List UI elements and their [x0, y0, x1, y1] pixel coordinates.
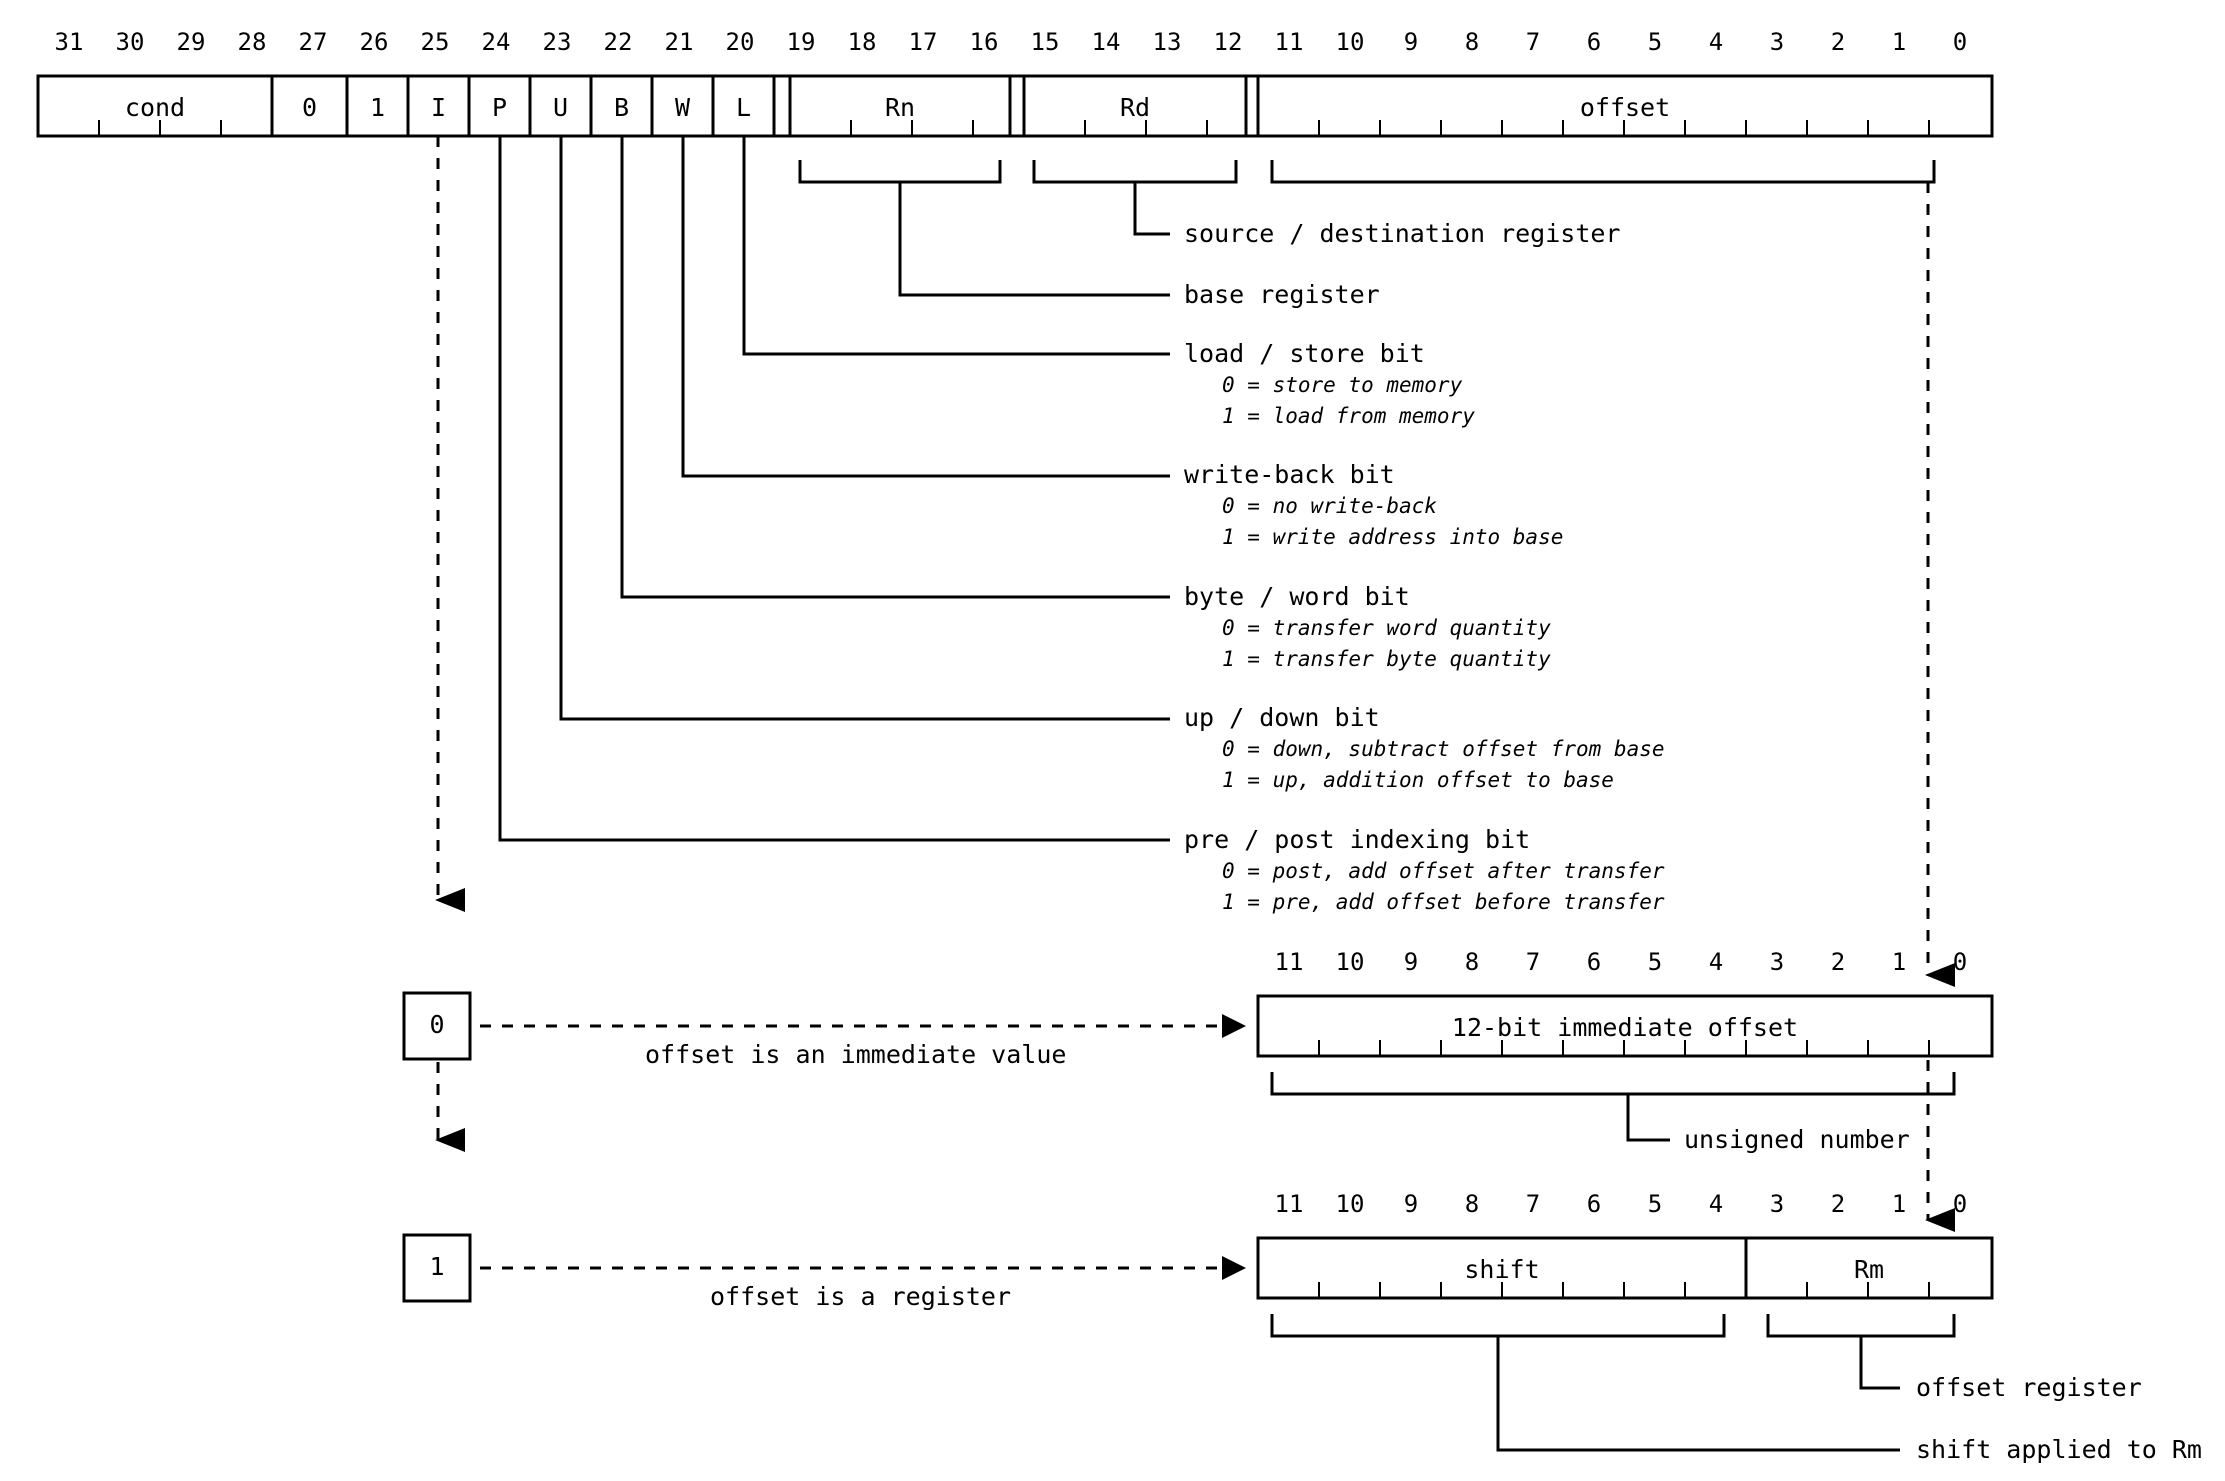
annotation-unsigned-number: unsigned number — [1684, 1125, 1910, 1154]
bit-number: 18 — [847, 28, 877, 56]
bit-number: 31 — [54, 28, 84, 56]
bit-number: 7 — [1525, 948, 1541, 976]
field-L: L — [735, 93, 752, 122]
field-I: I — [430, 93, 447, 122]
bit-number: 15 — [1030, 28, 1060, 56]
field-Rd: Rd — [1119, 93, 1151, 122]
bit-number: 13 — [1152, 28, 1182, 56]
callout-source-destination-register: source / destination register — [1184, 219, 1621, 248]
callout-detail: 1 = load from memory — [1222, 404, 1475, 428]
bit-number: 11 — [1274, 948, 1304, 976]
selector-value-register: 1 — [429, 1252, 445, 1281]
field-U: U — [552, 93, 569, 122]
flow-label-register: offset is a register — [710, 1282, 1012, 1311]
bit-number: 0 — [1952, 28, 1968, 56]
bit-number: 9 — [1403, 28, 1419, 56]
callout-detail: 1 = write address into base — [1222, 525, 1564, 549]
callout-detail: 0 = post, add offset after transfer — [1222, 859, 1665, 883]
callout-detail: 1 = transfer byte quantity — [1222, 647, 1551, 671]
bit-number: 4 — [1708, 948, 1724, 976]
field-bit27: 0 — [301, 93, 318, 122]
field-Rn: Rn — [884, 93, 916, 122]
callout-detail: 0 = transfer word quantity — [1222, 616, 1551, 640]
bit-number: 5 — [1647, 1190, 1663, 1218]
selector-value-immediate: 0 — [429, 1010, 445, 1039]
bit-number: 29 — [176, 28, 206, 56]
bit-number: 8 — [1464, 948, 1480, 976]
callout-detail: 1 = pre, add offset before transfer — [1222, 890, 1665, 914]
field-P: P — [491, 93, 508, 122]
bit-number: 14 — [1091, 28, 1121, 56]
bit-number: 19 — [786, 28, 816, 56]
callout-up-down-bit: up / down bit — [1184, 703, 1380, 732]
bit-number: 6 — [1586, 1190, 1602, 1218]
callout-base-register: base register — [1184, 280, 1380, 309]
bit-number: 25 — [420, 28, 450, 56]
bit-number: 10 — [1335, 948, 1365, 976]
callout-write-back-bit: write-back bit — [1184, 460, 1395, 489]
bit-number: 22 — [603, 28, 633, 56]
bit-number: 24 — [481, 28, 511, 56]
bit-number: 7 — [1525, 28, 1541, 56]
annotation-shift-applied-to-rm: shift applied to Rm — [1916, 1435, 2202, 1464]
bit-number: 17 — [908, 28, 938, 56]
bit-number: 5 — [1647, 948, 1663, 976]
field-bit26: 1 — [369, 93, 386, 122]
field-B: B — [613, 93, 630, 122]
field-shift: shift — [1464, 1255, 1540, 1284]
bit-number: 30 — [115, 28, 145, 56]
callout-detail: 0 = down, subtract offset from base — [1222, 737, 1665, 761]
bit-number: 11 — [1274, 1190, 1304, 1218]
bit-number: 10 — [1335, 28, 1365, 56]
bit-number: 2 — [1830, 28, 1846, 56]
bit-number: 3 — [1769, 28, 1785, 56]
callout-load-store-bit: load / store bit — [1184, 339, 1425, 368]
bit-number: 23 — [542, 28, 572, 56]
field-W: W — [674, 93, 691, 122]
field-cond: cond — [124, 93, 186, 122]
bit-number: 20 — [725, 28, 755, 56]
bit-number: 10 — [1335, 1190, 1365, 1218]
bit-number: 7 — [1525, 1190, 1541, 1218]
annotation-offset-register: offset register — [1916, 1373, 2142, 1402]
bit-number: 4 — [1708, 1190, 1724, 1218]
bit-number: 16 — [969, 28, 999, 56]
bit-number: 12 — [1213, 28, 1243, 56]
bit-number: 2 — [1830, 948, 1846, 976]
bit-number: 1 — [1891, 1190, 1907, 1218]
bit-number: 3 — [1769, 1190, 1785, 1218]
field-Rm: Rm — [1853, 1255, 1885, 1284]
bit-number: 8 — [1464, 1190, 1480, 1218]
bit-number: 26 — [359, 28, 389, 56]
bit-number: 8 — [1464, 28, 1480, 56]
bit-number: 6 — [1586, 948, 1602, 976]
bit-number: 2 — [1830, 1190, 1846, 1218]
callout-byte-word-bit: byte / word bit — [1184, 582, 1410, 611]
bit-number: 0 — [1952, 1190, 1968, 1218]
bit-number: 11 — [1274, 28, 1304, 56]
bit-number: 1 — [1891, 948, 1907, 976]
bit-number: 1 — [1891, 28, 1907, 56]
bit-number: 9 — [1403, 1190, 1419, 1218]
bit-number: 3 — [1769, 948, 1785, 976]
callout-pre-post-indexing-bit: pre / post indexing bit — [1184, 825, 1531, 854]
callout-detail: 1 = up, addition offset to base — [1222, 768, 1614, 792]
bit-number: 0 — [1952, 948, 1968, 976]
bit-number: 9 — [1403, 948, 1419, 976]
callout-detail: 0 = store to memory — [1222, 373, 1463, 397]
callout-detail: 0 = no write-back — [1222, 494, 1437, 518]
bit-number: 5 — [1647, 28, 1663, 56]
field-offset: offset — [1579, 93, 1671, 122]
bit-number: 28 — [237, 28, 267, 56]
bit-number: 21 — [664, 28, 694, 56]
bit-number: 4 — [1708, 28, 1724, 56]
flow-label-immediate: offset is an immediate value — [645, 1040, 1067, 1069]
bit-number: 27 — [298, 28, 328, 56]
field-immediate-offset: 12-bit immediate offset — [1451, 1013, 1799, 1042]
bit-number: 6 — [1586, 28, 1602, 56]
